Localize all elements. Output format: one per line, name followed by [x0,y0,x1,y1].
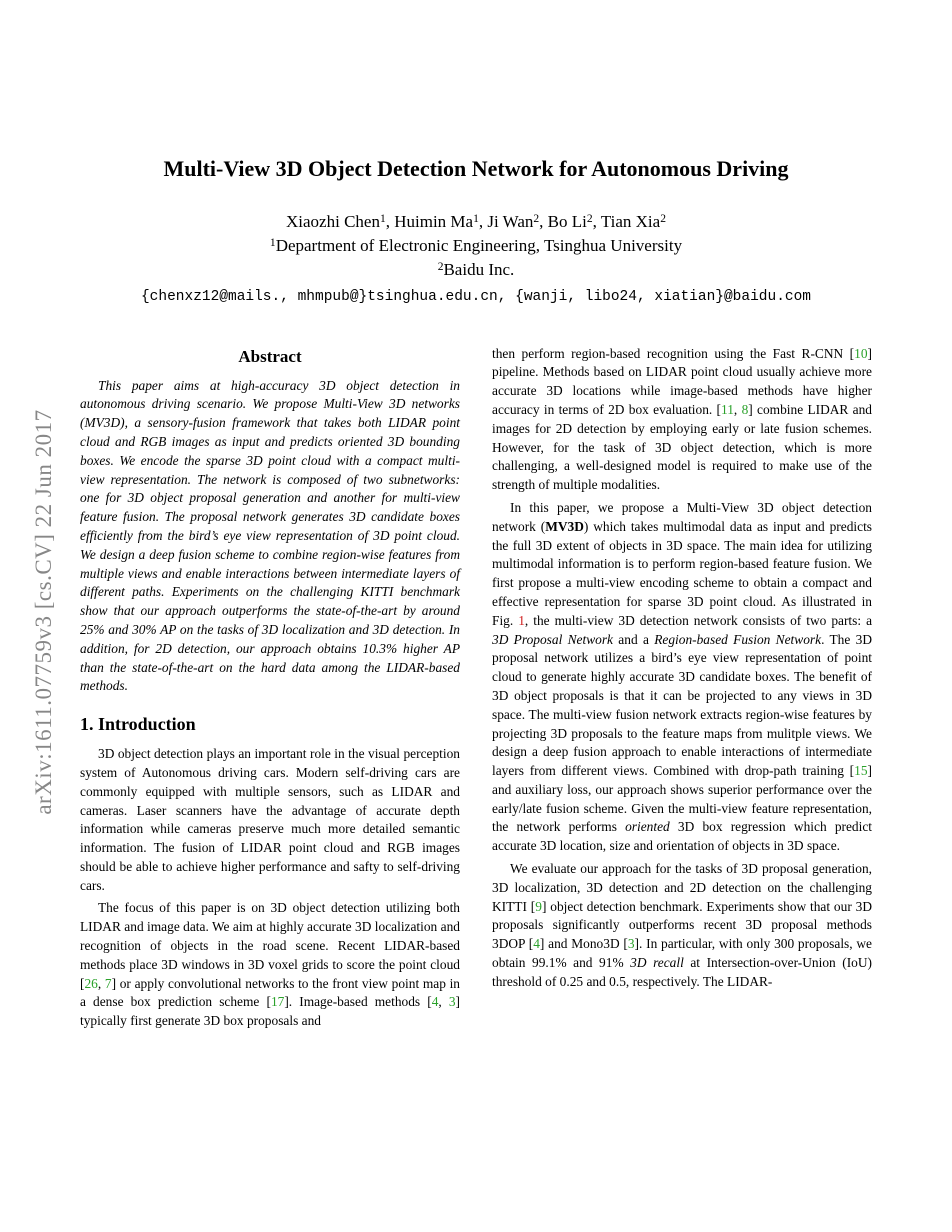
citation-link[interactable]: 9 [535,898,542,914]
abstract-text: This paper aims at high-accuracy 3D object detection in autonomous driving scenario. We propose Multi-View 3D networks (MV3D), a sensory-fusion framework that takes both LIDAR point cloud and RGB images as input and predicts oriented 3D bounding boxes. We encode the sparse 3D point cloud with a compact multi-view representation. The network is composed of two subnetworks: one for 3D object proposal generation and another for multi-view feature fusion. The proposal network generates 3D candidate boxes efficiently from the bird’s eye view representation of 3D point cloud. We design a deep fusion scheme to combine region-wise features from multiple views and enable interactions between intermediate layers of different paths. Experiments on the challenging KITTI benchmark show that our approach outperforms the state-of-the-art by around 25% and 30% AP on the tasks of 3D localization and 3D detection. In addition, for 2D detection, our approach obtains 10.3% higher AP than the state-of-the-art on the hard data among the LIDAR-based methods. [80,377,460,694]
citation-link[interactable]: 15 [854,763,868,779]
citation-link[interactable]: 7 [104,975,112,991]
arxiv-watermark: arXiv:1611.07759v3 [cs.CV] 22 Jun 2017 [31,409,56,815]
citation-link[interactable]: 3 [627,936,635,952]
figure-ref-link[interactable]: 1 [518,612,525,628]
body-paragraph-continuation: then perform region-based recognition using the Fast R-CNN [10] pipeline. Methods based on LIDAR point cloud usually achieve more accurate 3D locations while image-based methods have higher accuracy in terms of 2D box evaluation. [11, 8] combine LIDAR and images for 2D detection by employing early or late fusion schemes. However, for the task of 3D object detection, which is more challenging, a well-designed model is required to make use of the strength of multiple modalities. [492,345,872,493]
paper-header [0,0,952,305]
intro-paragraph-2: The focus of this paper is on 3D object detection utilizing both LIDAR and image data. We aim at highly accurate 3D localization and recognition of objects in the road scene. Recent LIDAR-based methods place 3D windows in 3D voxel grids to score the point cloud [26, 7] or apply convolutional networks to the front view point map in a dense box prediction scheme [17]. Image-based methods [4, 3] typically first generate 3D box proposals and [80,900,461,1029]
citation-link[interactable]: 11 [721,401,734,417]
body-paragraph-evaluation: We evaluate our approach for the tasks of 3D proposal generation, 3D localization, 3D detection and 2D detection on the challenging KITTI [9] object detection benchmark. Experiments show that our 3D proposals significantly outperforms recent 3D proposal methods 3DOP [4] and Mono3D [3]. In particular, with only 300 proposals, we obtain 99.1% and 91% 3D recall at Intersection-over-Union (IoU) threshold of 0.25 and 0.5, respectively. The LIDAR- [492,861,873,989]
left-column [80,345,460,1036]
right-column [492,345,872,996]
abstract-heading: Abstract [238,346,302,366]
citation-link[interactable]: 3 [448,994,456,1010]
citation-link[interactable]: 8 [741,401,749,417]
citation-link[interactable]: 17 [270,994,285,1010]
authors-line: Xiaozhi Chen$^1$, Huimin Ma$^1$, Ji Wan$^2$, Bo Li$^2$, Tian Xia$^2$ [286,212,666,232]
paper-title: Multi-View 3D Object Detection Network for Autonomous Driving [163,156,789,181]
affiliation-baidu: $^2$Baidu Inc. [437,260,515,280]
citation-link[interactable]: 4 [533,936,540,952]
author-emails: {chenxz12@mails., mhmpub@}tsinghua.edu.cn, {wanji, libo24, xiatian}@baidu.com [140,288,811,305]
section-heading-introduction: 1. Introduction [80,714,196,735]
intro-paragraph-1: 3D object detection plays an important role in the visual perception system of Autonomous driving cars. Modern self-driving cars are commonly equipped with multiple sensors, such as LIDAR and cameras. Laser scanners have the advantage of accurate depth information while cameras preserve much more detailed semantic information. The fusion of LIDAR point cloud and RGB images should be able to achieve higher performance and safty to self-driving cars. [80,746,460,893]
body-paragraph-mv3d: In this paper, we propose a Multi-View 3D object detection network (MV3D) which takes multimodal data as input and predicts the full 3D extent of objects in 3D space. The main idea for utilizing multimodal information is to perform region-based feature fusion. We first propose a multi-view encoding scheme to obtain a compact and effective representation for sparse 3D point cloud. As illustrated in Fig. 1, the multi-view 3D detection network consists of two parts: a 3D Proposal Network and a Region-based Fusion Network. The 3D proposal network utilizes a bird’s eye view representation of point cloud to generate highly accurate 3D candidate boxes. The benefit of 3D object proposals is that it can be projected to any views in 3D space. The multi-view fusion network extracts region-wise features by projecting 3D proposals to the feature maps from mulitple views. We design a deep fusion approach to enable interactions of intermediate layers from different views. Combined with drop-path training [15] and auxiliary loss, our approach shows superior performance over the early/late fusion scheme. Given the multi-view feature representation, the network performs oriented 3D box regression which predict accurate 3D location, size and orientation of objects in 3D space. [492,499,873,854]
citation-link[interactable]: 10 [854,345,868,361]
affiliation-tsinghua: $^1$Department of Electronic Engineering, Tsinghua University [269,236,683,256]
two-column-body [80,345,872,1036]
citation-link[interactable]: 4 [431,994,439,1010]
citation-link[interactable]: 26 [84,975,98,991]
